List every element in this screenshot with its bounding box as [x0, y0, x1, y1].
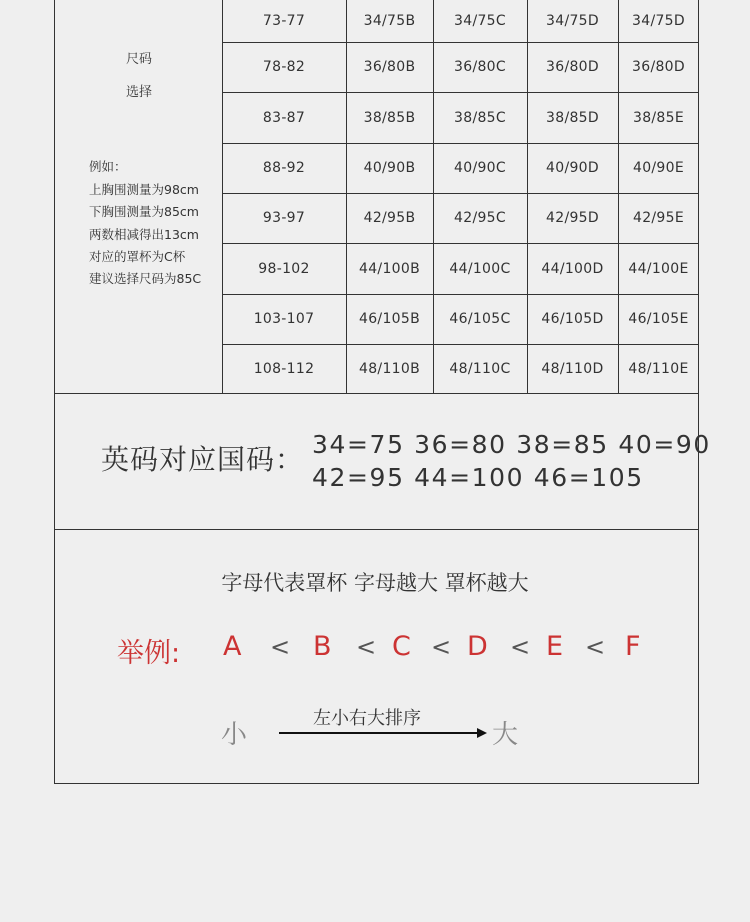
cup-letter: E [546, 631, 564, 662]
cup-explanation-title: 字母代表罩杯 字母越大 罩杯越大 [221, 571, 529, 595]
arrow-right-icon [279, 725, 489, 741]
example-line: 两数相减得出13cm [89, 227, 199, 242]
size-cell: 44/100E [628, 260, 689, 277]
band-range-cell: 108-112 [253, 360, 315, 377]
size-cell: 48/110B [359, 360, 420, 377]
scale-big-label: 大 [492, 720, 519, 750]
band-range-cell: 88-92 [262, 160, 306, 176]
size-cell: 34/75D [632, 13, 685, 29]
band-range-cell: 98-102 [258, 260, 310, 277]
table-row-divider [54, 393, 699, 394]
size-cell: 40/90E [633, 160, 684, 176]
size-cell: 48/110C [449, 360, 511, 377]
size-cell: 42/95B [363, 210, 416, 226]
size-label-line-2: 选择 [126, 85, 153, 100]
size-cell: 46/105C [449, 311, 511, 327]
conversion-line-2: 42=95 44=100 46=105 [312, 463, 644, 492]
size-cell: 38/85E [633, 109, 684, 126]
example-line: 下胸围测量为85cm [89, 204, 199, 219]
cup-letter: D [467, 631, 488, 662]
size-cell: 44/100B [359, 260, 420, 277]
size-cell: 34/75D [546, 13, 599, 29]
size-cell: 36/80D [546, 59, 599, 75]
size-cell: 46/105E [628, 311, 689, 327]
size-cell: 42/95D [546, 210, 599, 226]
size-cell: 48/110D [541, 360, 604, 377]
band-range-cell: 83-87 [262, 109, 306, 126]
size-cell: 34/75B [363, 13, 416, 29]
scale-order-note: 左小右大排序 [313, 708, 421, 729]
size-cell: 44/100C [449, 260, 511, 277]
size-cell: 40/90B [363, 160, 416, 176]
size-cell: 38/85B [363, 109, 416, 126]
cup-letter: A [223, 631, 242, 662]
band-range-cell: 78-82 [262, 59, 306, 75]
conversion-line-1: 34=75 36=80 38=85 40=90 [312, 430, 711, 459]
size-cell: 42/95E [633, 210, 684, 226]
size-cell: 36/80B [363, 59, 416, 75]
example-line: 例如： [89, 159, 127, 174]
size-cell: 46/105B [359, 311, 420, 327]
cup-letter: C [392, 631, 411, 662]
less-than-sign: < [431, 633, 452, 661]
example-line: 上胸围测量为98cm [89, 182, 199, 197]
example-line: 对应的罩杯为C杯 [89, 249, 186, 264]
size-cell: 44/100D [541, 260, 604, 277]
section-divider [54, 529, 699, 530]
less-than-sign: < [510, 633, 531, 661]
size-label-line-1: 尺码 [126, 52, 153, 67]
less-than-sign: < [356, 633, 377, 661]
band-range-cell: 73-77 [262, 13, 306, 29]
size-cell: 38/85D [546, 109, 599, 126]
band-range-cell: 103-107 [253, 311, 315, 327]
size-cell: 36/80D [632, 59, 685, 75]
conversion-title: 英码对应国码： [101, 443, 305, 476]
band-range-cell: 93-97 [262, 210, 306, 226]
less-than-sign: < [585, 633, 606, 661]
scale-small-label: 小 [221, 720, 248, 750]
size-cell: 48/110E [628, 360, 689, 377]
size-cell: 36/80C [454, 59, 506, 75]
size-cell: 40/90D [546, 160, 599, 176]
cup-letter: B [313, 631, 332, 662]
less-than-sign: < [270, 633, 291, 661]
size-cell: 38/85C [454, 109, 506, 126]
size-cell: 46/105D [541, 311, 604, 327]
size-cell: 34/75C [454, 13, 506, 29]
cup-example-prefix: 举例: [117, 638, 181, 669]
cup-letter: F [625, 631, 641, 662]
size-cell: 40/90C [454, 160, 506, 176]
size-cell: 42/95C [454, 210, 506, 226]
example-line: 建议选择尺码为85C [89, 271, 202, 286]
